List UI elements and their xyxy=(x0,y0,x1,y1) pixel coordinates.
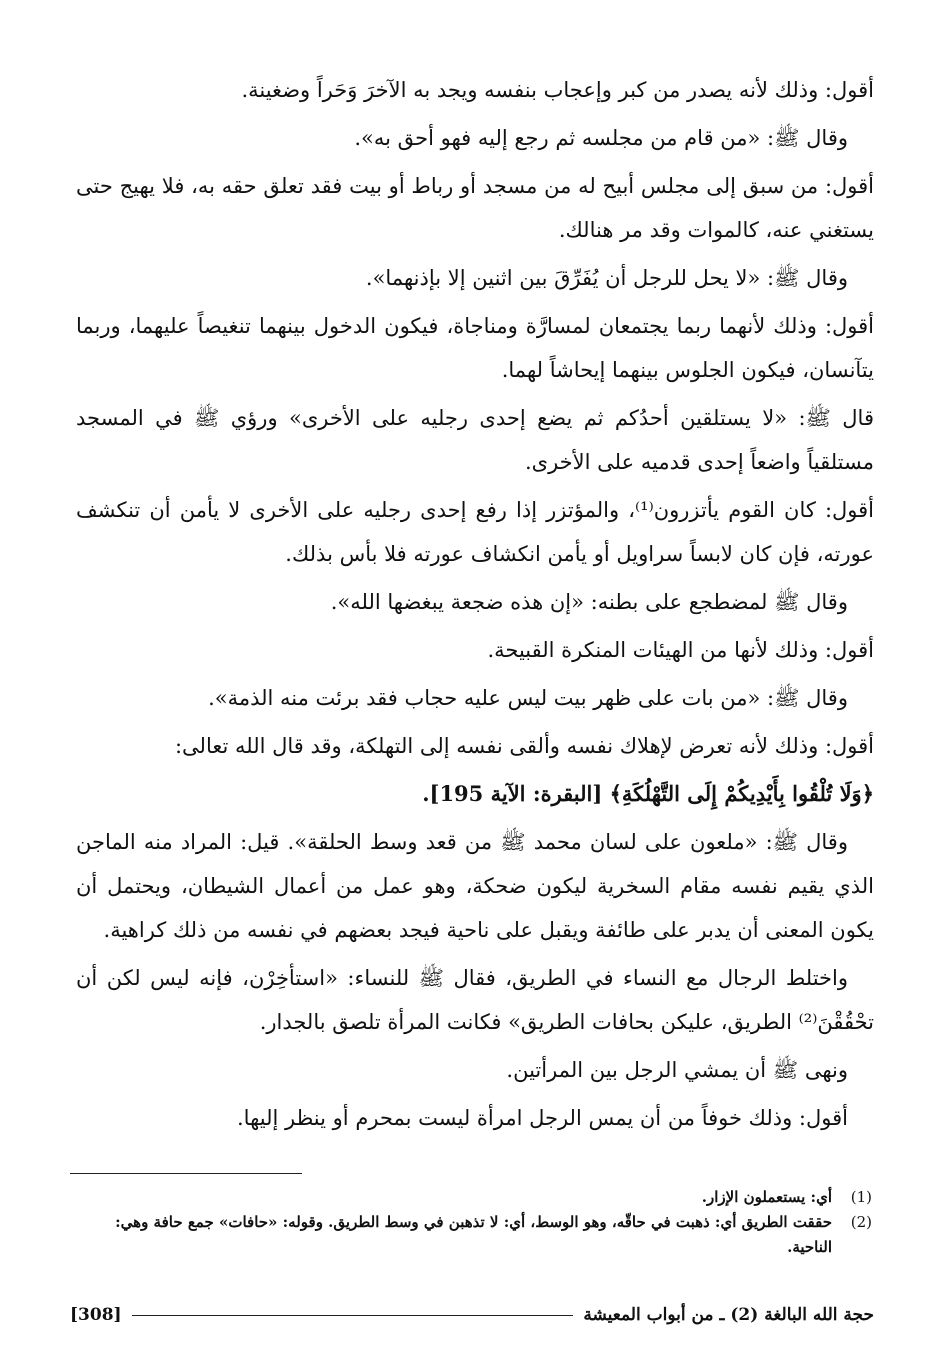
footer-rule xyxy=(132,1315,574,1316)
paragraph: أقول: وذلك لأنه يصدر من كبر وإعجاب بنفسه ويجد به الآخرَ وَحَراً وضغينة. xyxy=(241,78,874,102)
footnote-divider xyxy=(70,1173,302,1174)
paragraph: وقال ﷺ: «لا يحل للرجل أن يُفَرِّقَ بين اثنين إلا بإذنهما». xyxy=(365,266,848,290)
footnote-number: (2) xyxy=(850,1213,872,1231)
footnote xyxy=(70,1185,872,1210)
paragraph: وقال ﷺ: «ملعون على لسان محمد ﷺ من قعد وسط الحلقة». قيل: المراد منه الماجن الذي يقيم نفسه مقام السخرية ليكون ضحكة، وهو عمل من أعمال الشيطان، ويحتمل أن يكون المعنى أن يدبر على طائفة ويقبل على ناحية فيجد بعضهم في نفسه من ذلك كراهية. xyxy=(76,830,874,942)
paragraph: واختلط الرجال مع النساء في الطريق، فقال ﷺ للنساء: «استأخِرْن، فإنه ليس لكن أن تحْقُقْنَ⁽²⁾ الطريق، عليكن بحافات الطريق» فكانت المرأة تلصق بالجدار. xyxy=(76,966,874,1034)
page-number: [308] xyxy=(70,1305,122,1325)
footnote xyxy=(70,1210,872,1260)
paragraph: أقول: كان القوم يأتزرون⁽¹⁾، والمؤتزر إذا رفع إحدى رجليه على الأخرى لا يأمن أن تنكشف عورته، فإن كان لابساً سراويل أو يأمن انكشاف عورته فلا بأس بذلك. xyxy=(76,498,874,566)
paragraph: ونهى ﷺ أن يمشي الرجل بين المرأتين. xyxy=(506,1058,848,1082)
main-text xyxy=(76,68,874,1144)
running-title: حجة الله البالغة (2) ـ من أبواب المعيشة xyxy=(583,1305,874,1325)
quran-verse: ﴿وَلَا تُلْقُوا بِأَيْدِيكُمْ إِلَى التَّهْلُكَةِ﴾ [البقرة: الآية 195]. xyxy=(422,781,874,806)
footnotes xyxy=(70,1185,872,1260)
paragraph: أقول: من سبق إلى مجلس أبيح له من مسجد أو رباط أو بيت فقد تعلق حقه به، فلا يهيج حتى يستغني عنه، كالموات وقد مر هنالك. xyxy=(76,174,874,242)
paragraph: وقال ﷺ: «من قام من مجلسه ثم رجع إليه فهو أحق به». xyxy=(354,126,848,150)
footnote-text: حققت الطريق أي: ذهبت في حاقّه، وهو الوسط، أي: لا تذهبن في وسط الطريق. وقوله: «حافات» جمع حافة وهي: الناحية. xyxy=(115,1213,832,1256)
paragraph: وقال ﷺ: «من بات على ظهر بيت ليس عليه حجاب فقد برئت منه الذمة». xyxy=(208,686,848,710)
footnote-number: (1) xyxy=(850,1188,872,1206)
paragraph: قال ﷺ: «لا يستلقين أحدُكم ثم يضع إحدى رجليه على الأخرى» ورؤي ﷺ في المسجد مستلقياً واضعاً إحدى قدميه على الأخرى. xyxy=(76,406,874,474)
paragraph: أقول: وذلك لأنهما ربما يجتمعان لمسارَّة ومناجاة، فيكون الدخول بينهما تنغيصاً عليهما، وربما يتآنسان، فيكون الجلوس بينهما إيحاشاً لهما. xyxy=(76,314,874,382)
paragraph: أقول: وذلك لأنه تعرض لإهلاك نفسه وألقى نفسه إلى التهلكة، وقد قال الله تعالى: xyxy=(174,734,874,758)
paragraph: وقال ﷺ لمضطجع على بطنه: «إن هذه ضجعة يبغضها الله». xyxy=(330,590,848,614)
paragraph: أقول: وذلك لأنها من الهيئات المنكرة القبيحة. xyxy=(487,638,874,662)
footnote-text: أي: يستعملون الإزار. xyxy=(701,1188,832,1206)
paragraph: أقول: وذلك خوفاً من أن يمس الرجل امرأة ليست بمحرم أو ينظر إليها. xyxy=(237,1106,848,1130)
page-footer xyxy=(70,1300,874,1330)
